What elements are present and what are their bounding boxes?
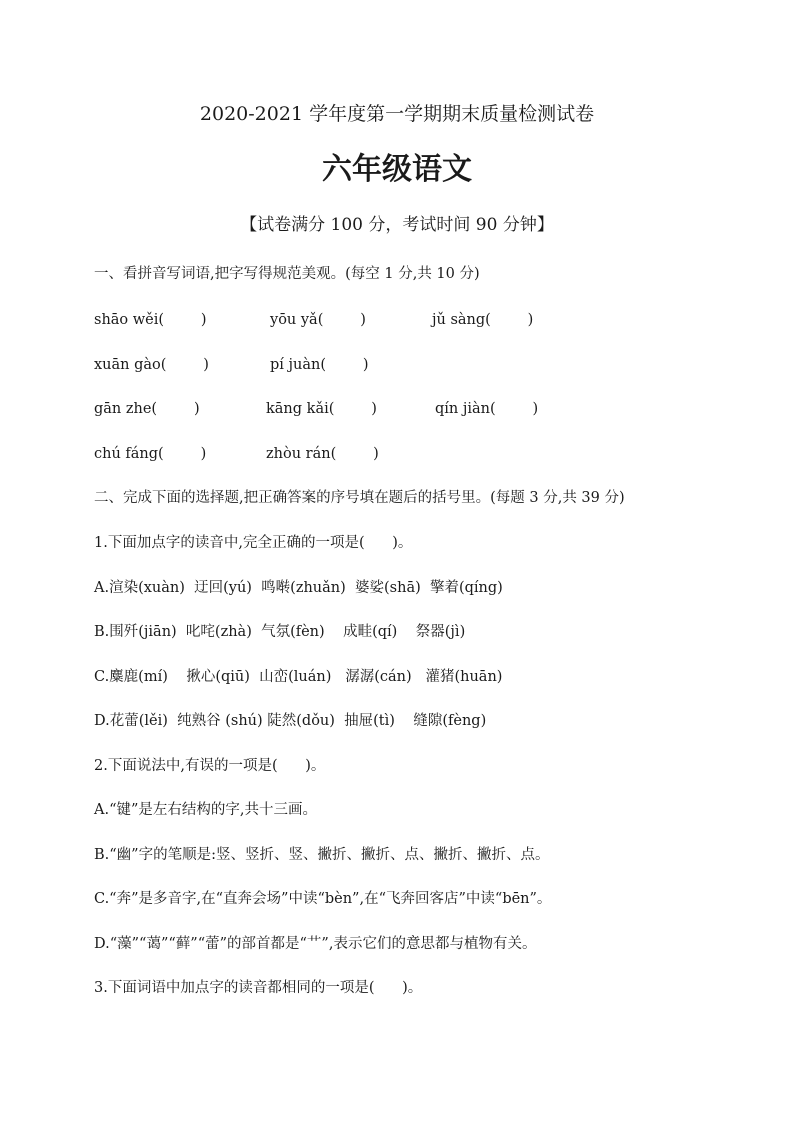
exam-title: 2020-2021 学年度第一学期期末质量检测试卷	[199, 103, 595, 125]
q2-option-d: D.“藻”“蔼”“藓”“蕾”的部首都是“艹”,表示它们的意思都与植物有关。	[94, 936, 537, 952]
q1-option-b: B.围歼(jiān) 叱咤(zhà) 气氛(fèn) 成畦(qí) 祭器(jì)	[94, 624, 466, 640]
q1-option-a: A.渲染(xuàn) 迂回(yú) 鸣啭(zhuǎn) 婆娑(shā) 擎着(qíng)	[94, 580, 503, 596]
q1-option-c: C.麋鹿(mí) 揪心(qiū) 山峦(luán) 潺潺(cán) 灌猪(huān)	[94, 669, 503, 685]
pinyin-item: jǔ sàng( )	[432, 312, 534, 328]
pinyin-item: zhòu rán( )	[266, 446, 379, 462]
section2-heading: 二、完成下面的选择题,把正确答案的序号填在题后的括号里。(每题 3 分,共 39 分)	[94, 490, 625, 506]
pinyin-item: kāng kǎi( )	[266, 401, 377, 417]
pinyin-item: pí juàn( )	[270, 357, 369, 373]
q1-option-d: D.花蕾(lěi) 纯熟谷 (shú) 陡然(dǒu) 抽屉(tì) 缝隙(fèng)	[94, 713, 487, 729]
pinyin-item: yōu yǎ( )	[270, 312, 366, 328]
q2-option-c: C.“奔”是多音字,在“直奔会场”中读“bèn”,在“飞奔回客店”中读“bēn”。	[94, 891, 552, 907]
pinyin-item: xuān gào( )	[94, 357, 209, 373]
q3-stem: 3.下面词语中加点字的读音都相同的一项是( )。	[94, 980, 423, 996]
pinyin-item: shāo wěi( )	[94, 312, 207, 328]
exam-info: 【试卷满分 100 分，考试时间 90 分钟】	[240, 215, 554, 235]
q2-option-b: B.“幽”字的笔顺是:竖、竖折、竖、撇折、撇折、点、撇折、撇折、点。	[94, 847, 550, 863]
section1-heading: 一、看拼音写词语,把字写得规范美观。(每空 1 分,共 10 分)	[94, 266, 480, 282]
q2-option-a: A.“键”是左右结构的字,共十三画。	[94, 802, 318, 818]
pinyin-item: gān zhe( )	[94, 401, 200, 417]
pinyin-item: qín jiàn( )	[435, 401, 539, 417]
pinyin-item: chú fáng( )	[94, 446, 207, 462]
q1-stem: 1.下面加点字的读音中,完全正确的一项是( )。	[94, 535, 413, 551]
subject-title: 六年级语文	[322, 152, 472, 187]
q2-stem: 2.下面说法中,有误的一项是( )。	[94, 758, 326, 774]
